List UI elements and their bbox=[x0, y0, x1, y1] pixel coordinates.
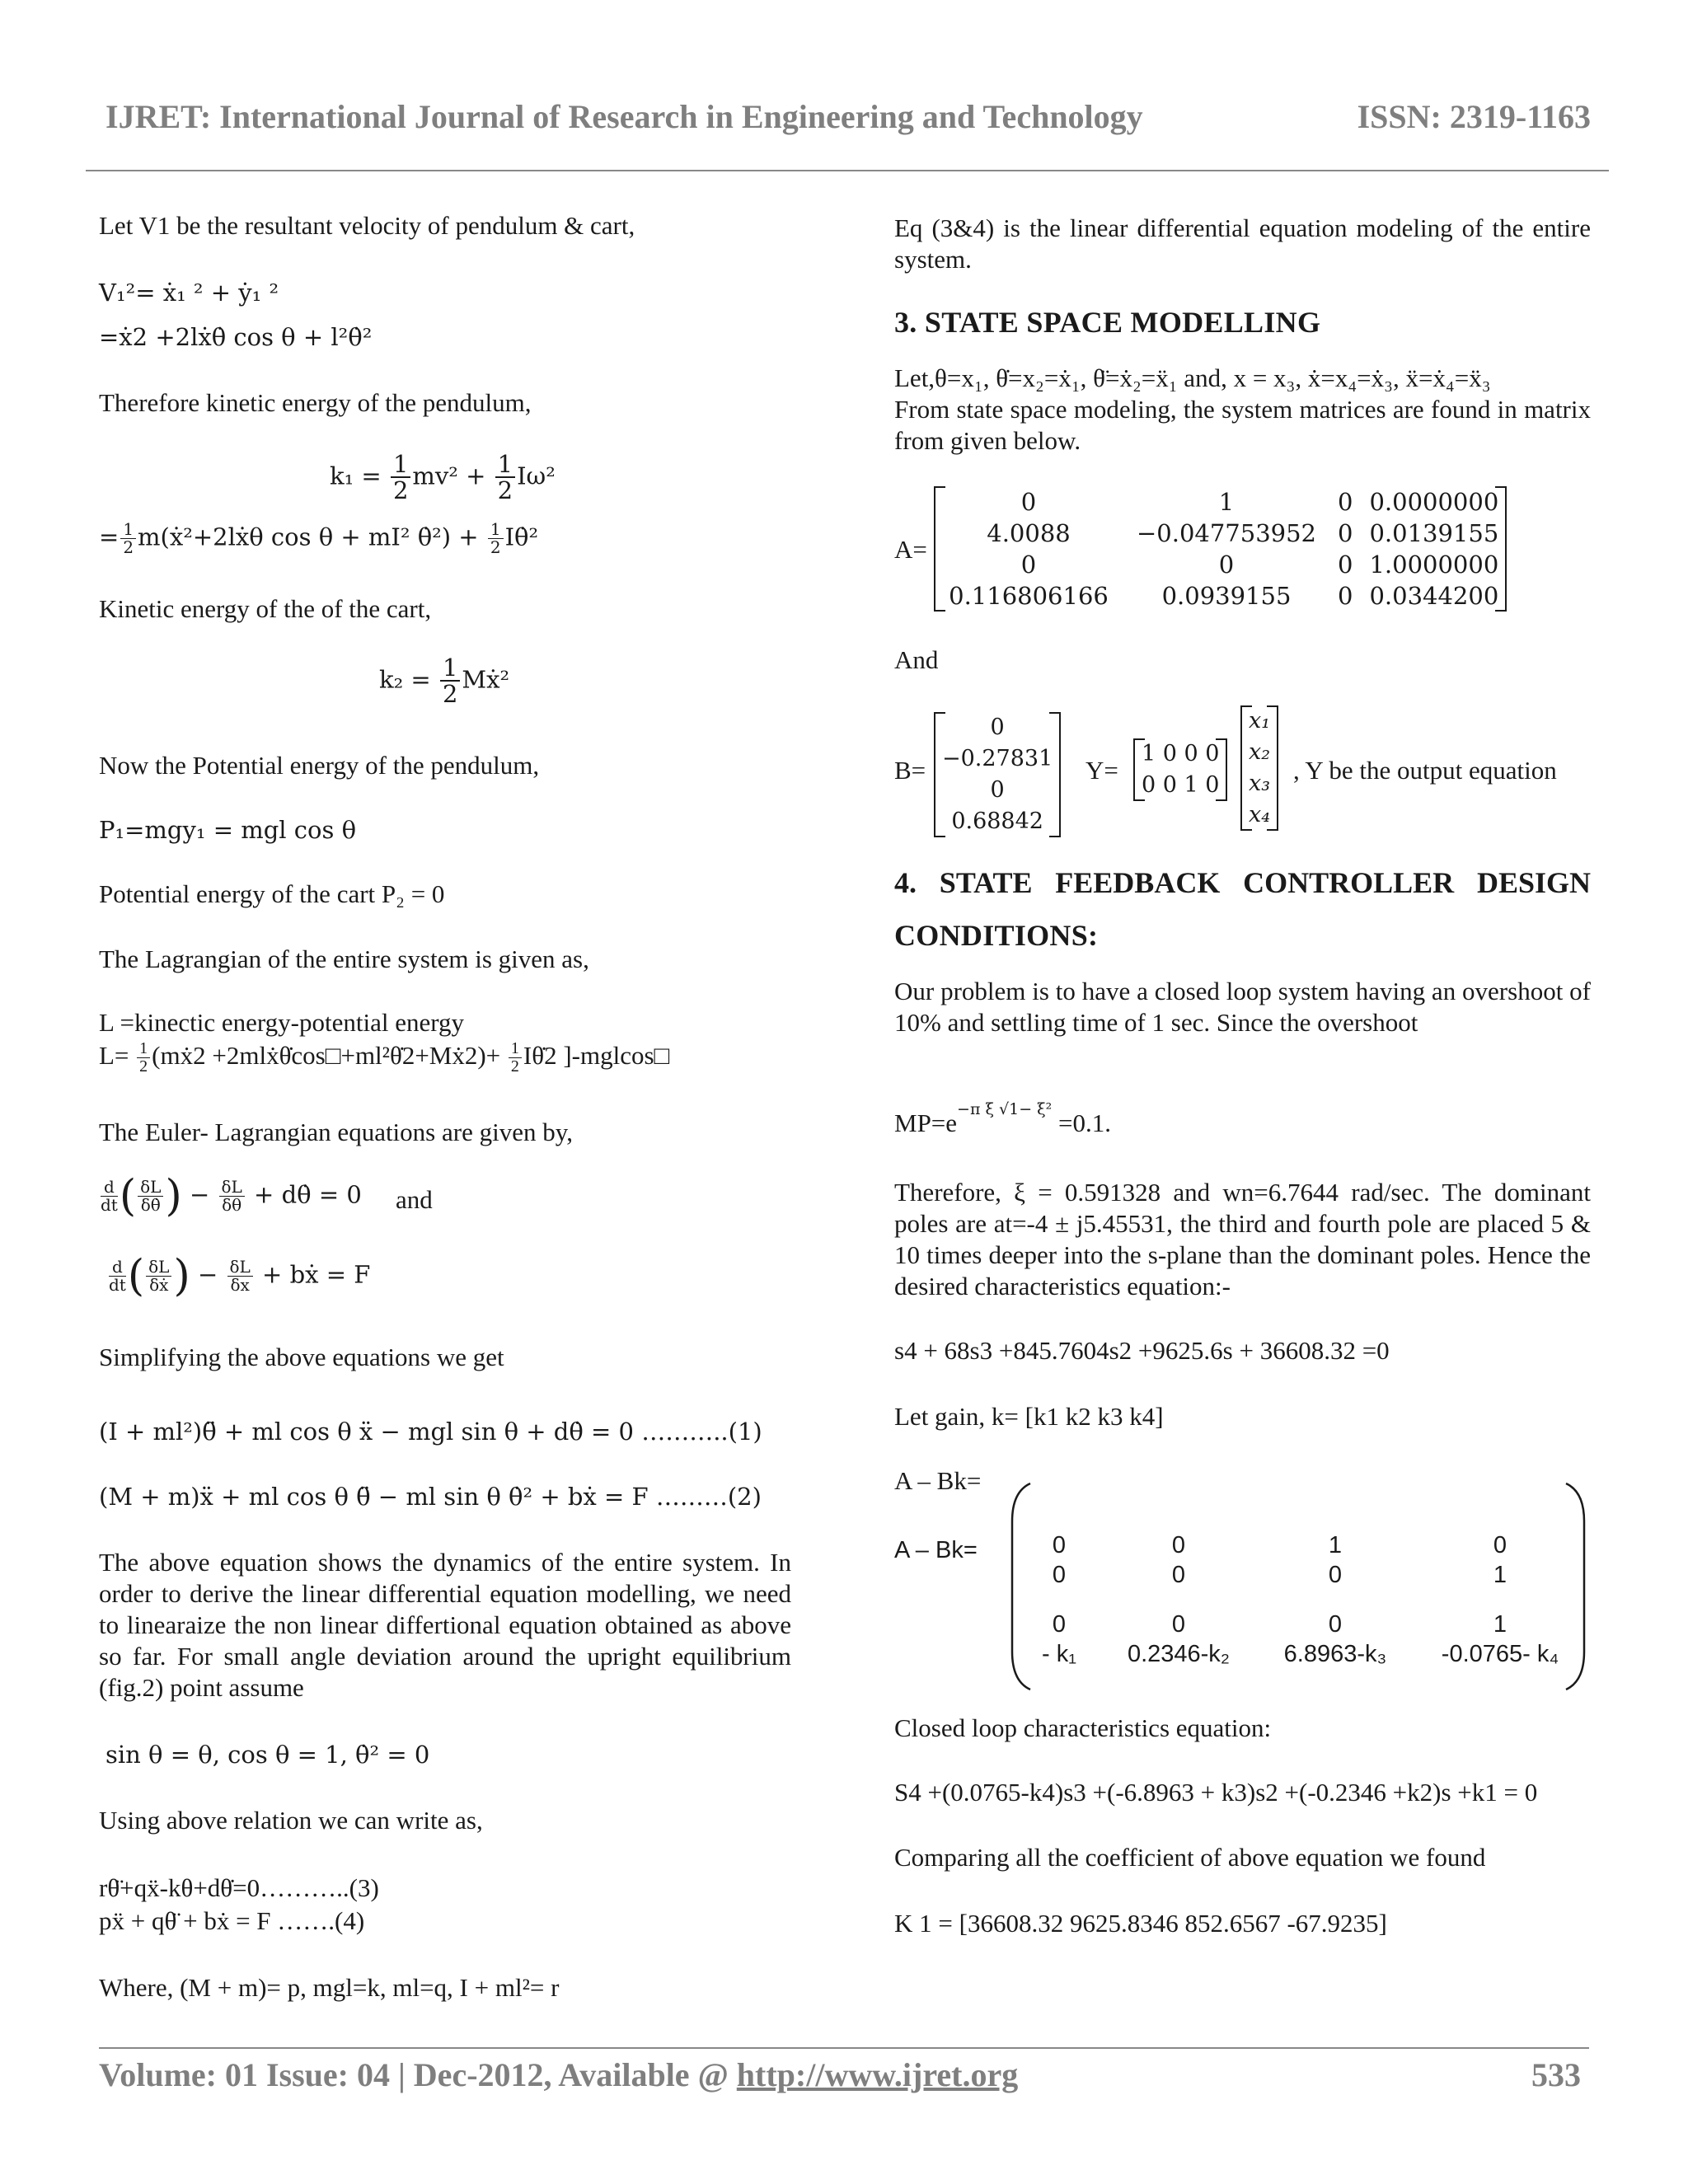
paragraph: The above equation shows the dynamics of the entire system. In order to derive the linear differential equation modelling, we need to linearaize the non linear differtional equation obtained as above so far. For small angle deviation around the upright equilibrium (fig.2) point assume bbox=[99, 1548, 791, 1702]
equation-part: Iθ̇² bbox=[504, 523, 539, 551]
paragraph: Potential energy of the cart P₂ = 0 bbox=[99, 879, 445, 908]
matrix-cell: 0 bbox=[1052, 1611, 1067, 1638]
fraction bbox=[509, 1040, 522, 1076]
abk-label: A – Bk= bbox=[894, 1466, 982, 1495]
denominator: δx bbox=[230, 1275, 250, 1295]
denominator: δθ̇ bbox=[140, 1195, 161, 1215]
matrix-cell: -0.0765- k₄ bbox=[1441, 1641, 1559, 1667]
journal-title: IJRET: International Journal of Research in Engineering and Technology bbox=[106, 98, 1143, 135]
matrix-cell: 1 bbox=[1493, 1611, 1507, 1638]
denominator: 2 bbox=[442, 680, 458, 709]
paragraph: Let V1 be the resultant velocity of pendulum & cart, bbox=[99, 211, 635, 240]
matrix-cell: 4.0088 bbox=[987, 519, 1071, 547]
fraction bbox=[227, 1258, 253, 1294]
numerator: d bbox=[109, 1258, 126, 1277]
exponent: −π ξ √1− ξ² bbox=[957, 1099, 1053, 1118]
paragraph: Simplifying the above equations we get bbox=[99, 1343, 504, 1371]
equation-1: (I + ml²)θ̈ + ml cos θ ẍ − mgl sin θ + dθ̇ = 0 ………..(1) bbox=[99, 1418, 762, 1446]
equation-part: + dθ̇ = 0 bbox=[246, 1180, 362, 1209]
matrix-cell: 0 bbox=[1493, 1532, 1507, 1558]
matrix-row bbox=[934, 549, 1507, 580]
denominator: δθ bbox=[222, 1195, 242, 1215]
matrix-cell: 0 bbox=[1020, 488, 1037, 516]
fraction bbox=[488, 521, 504, 556]
matrix-cell: 0 bbox=[1171, 1611, 1186, 1638]
equation-part: mv² + bbox=[412, 462, 494, 490]
state-vector bbox=[1240, 705, 1278, 831]
state-definition: Let,θ=x₁, θ̇=x₂=ẋ₁, θ̈=ẋ₂=ẍ₁ and, x = x₃, ẋ=x₄=ẋ₃, ẍ=ẋ₄=ẍ₃ bbox=[894, 363, 1491, 392]
equation-part: k₁ = bbox=[330, 462, 389, 490]
equation: P₁=mgy₁ = mgl cos θ bbox=[99, 816, 357, 844]
characteristic-equation: s4 + 68s3 +845.7604s2 +9625.6s + 36608.32 =0 bbox=[894, 1336, 1390, 1365]
denominator: 2 bbox=[392, 476, 409, 505]
matrix-cell: 1 0 0 0 bbox=[1142, 741, 1220, 766]
closed-loop-equation: S4 +(0.0765-k4)s3 +(-6.8963 + k3)s2 +(-0.2346 +k2)s +k1 = 0 bbox=[894, 1778, 1538, 1807]
matrix-cell: 0 bbox=[1218, 551, 1235, 579]
equation-part: =0.1. bbox=[1052, 1108, 1111, 1137]
matrix-row bbox=[934, 806, 1061, 837]
matrix-cell: 0.0344200 bbox=[1369, 582, 1499, 610]
fraction bbox=[138, 1179, 163, 1214]
matrix-cell: 0 bbox=[1328, 1611, 1343, 1638]
matrix-abk bbox=[1006, 1472, 1591, 1701]
fraction bbox=[146, 1258, 171, 1294]
footer-volume-text: Volume: 01 Issue: 04 | Dec-2012, Available @ bbox=[99, 2056, 737, 2093]
matrix-row bbox=[934, 775, 1061, 806]
equation-part: Iθ̇2 ]-mglcos□ bbox=[523, 1041, 670, 1070]
equation-part: m(ẋ²+2lẋθ cos θ + mI² θ̇²) + bbox=[138, 523, 486, 551]
equation-overshoot bbox=[894, 1099, 1111, 1139]
equation-part: L= bbox=[99, 1041, 136, 1070]
numerator: δL bbox=[138, 1179, 163, 1197]
matrix-b-label: B= bbox=[894, 756, 926, 785]
numerator: δL bbox=[146, 1258, 171, 1277]
matrix-cell: 0 bbox=[1052, 1562, 1067, 1588]
bracket bbox=[1240, 705, 1252, 831]
matrix-cell: 0 0 1 0 bbox=[1142, 772, 1220, 798]
abk-label: A – Bk= bbox=[894, 1537, 978, 1563]
matrix-cell: 1.0000000 bbox=[1369, 551, 1499, 579]
paragraph: Using above relation we can write as, bbox=[99, 1806, 483, 1835]
footer-link[interactable]: http://www.ijret.org bbox=[736, 2056, 1019, 2093]
equation-k1 bbox=[330, 452, 556, 504]
matrix-cell: 0 bbox=[1338, 582, 1353, 610]
paragraph: From state space modeling, the system matrices are found in matrix from given below. bbox=[894, 395, 1591, 455]
equation-4: pẍ + qθ̈ + bẋ = F …….(4) bbox=[99, 1906, 365, 1935]
matrix-cell: 6.8963-k₃ bbox=[1283, 1641, 1387, 1667]
equation-part: + bẋ = F bbox=[254, 1260, 371, 1289]
footer-volume bbox=[99, 2055, 1018, 2094]
gain-result: K 1 = [36608.32 9625.8346 852.6567 -67.9235] bbox=[894, 1909, 1387, 1938]
matrix-cell: 0 bbox=[1171, 1532, 1186, 1558]
paragraph: Comparing all the coefficient of above equation we found bbox=[894, 1843, 1486, 1872]
fraction bbox=[440, 655, 460, 707]
matrix-body bbox=[1006, 1530, 1591, 1668]
matrix-row bbox=[1133, 770, 1227, 801]
fraction bbox=[391, 452, 410, 504]
numerator: 1 bbox=[137, 1040, 150, 1058]
numerator: 1 bbox=[120, 521, 136, 539]
matrix-cell: 0 bbox=[990, 715, 1005, 740]
matrix-row bbox=[1006, 1609, 1591, 1638]
fraction bbox=[219, 1179, 245, 1214]
numerator: 1 bbox=[495, 452, 515, 478]
matrix-cell: 0.68842 bbox=[951, 808, 1043, 834]
conjunction: and bbox=[396, 1185, 433, 1214]
section-heading-cont: CONDITIONS: bbox=[894, 919, 1099, 952]
equation-part: − bbox=[190, 1260, 226, 1289]
denominator: dt bbox=[101, 1195, 118, 1215]
section-heading: 4. STATE FEEDBACK CONTROLLER DESIGN bbox=[894, 866, 1591, 899]
matrix-cell: x₄ bbox=[1249, 802, 1271, 827]
euler-equation-2: $\frac{d}{dt}$ ( $\frac{\delta L}{\text{δẋ}}$ ) − $\frac{\delta L}{\delta x}$ + bẋ = F bbox=[109, 1251, 371, 1301]
matrix-cell: 0 bbox=[1171, 1562, 1186, 1588]
equation: V₁²= ẋ₁ ² + ẏ₁ ² bbox=[99, 279, 279, 307]
matrix-cell: 0 bbox=[1338, 488, 1353, 516]
equation-k2 bbox=[379, 655, 509, 707]
numerator: 1 bbox=[509, 1040, 522, 1058]
fraction bbox=[120, 521, 136, 556]
denominator: δẋ bbox=[149, 1275, 169, 1295]
numerator: 1 bbox=[391, 452, 410, 478]
euler-equation-1: $\frac{d}{dt}$ ( $\frac{\delta L}{\delta\thetȧ}$ ) − $\frac{\delta L}{\delta\theta}$ + dθ̇ = 0 bbox=[101, 1171, 362, 1221]
matrix-a-label: A= bbox=[894, 535, 927, 564]
gain-definition: Let gain, k= [k1 k2 k3 k4] bbox=[894, 1402, 1164, 1431]
numerator: δL bbox=[219, 1179, 245, 1197]
matrix-row bbox=[934, 712, 1061, 743]
paragraph: Our problem is to have a closed loop system having an overshoot of 10% and settling time of 1 sec. Since the overshoot bbox=[894, 977, 1591, 1037]
matrix-cell: 0 bbox=[1020, 551, 1037, 579]
matrix-cell: 0 bbox=[1328, 1562, 1343, 1588]
header-divider bbox=[86, 170, 1609, 171]
paragraph: Where, (M + m)= p, mgl=k, ml=q, I + ml²= r bbox=[99, 1973, 560, 2002]
paragraph: And bbox=[894, 645, 939, 674]
matrix-b bbox=[934, 712, 1061, 837]
matrix-cell: 0 bbox=[1338, 551, 1353, 579]
matrix-row bbox=[934, 518, 1507, 549]
denominator: 2 bbox=[510, 1057, 519, 1076]
matrix-row bbox=[934, 580, 1507, 612]
equation-k1-expanded: = $\frac{1}{2}$ m(ẋ²+2lẋθ cos θ + mI² θ̇²) + $\frac{1}{2}$ Iθ̇² bbox=[99, 519, 539, 557]
matrix-row bbox=[934, 486, 1507, 518]
denominator: 2 bbox=[490, 537, 501, 557]
paragraph: Now the Potential energy of the pendulum, bbox=[99, 751, 540, 780]
fraction bbox=[101, 1179, 118, 1214]
matrix-cell: x₃ bbox=[1249, 771, 1271, 796]
equation-part: (mẋ2 +2mlẋθ̇cos□+ml²θ̇2+Mẋ2)+ bbox=[152, 1041, 507, 1070]
equation-2: (M + m)ẍ + ml cos θ θ̈ − ml sin θ θ̇² + bẋ = F ………(2) bbox=[99, 1483, 762, 1511]
issn: ISSN: 2319-1163 bbox=[1357, 98, 1591, 135]
bracket bbox=[934, 712, 945, 837]
matrix-y-label: Y= bbox=[1085, 756, 1118, 785]
equation-3: rθ̈+qẍ-kθ+dθ̇=0………..(3) bbox=[99, 1873, 379, 1902]
denominator: 2 bbox=[123, 537, 134, 557]
fraction bbox=[109, 1258, 126, 1294]
denominator: dt bbox=[109, 1275, 126, 1295]
matrix-cell: −0.27831 bbox=[942, 746, 1053, 771]
matrix-cell: 1 bbox=[1328, 1532, 1343, 1558]
equation-part: Mẋ² bbox=[462, 665, 510, 694]
equation-part: MP=e bbox=[894, 1108, 958, 1137]
paragraph: The Euler- Lagrangian equations are given by, bbox=[99, 1118, 573, 1146]
paragraph: Therefore kinetic energy of the pendulum, bbox=[99, 388, 532, 417]
section-heading: 3. STATE SPACE MODELLING bbox=[894, 306, 1321, 339]
bracket bbox=[1267, 705, 1278, 831]
paragraph: The Lagrangian of the entire system is given as, bbox=[99, 944, 589, 973]
matrix-cell: 0.0000000 bbox=[1369, 488, 1499, 516]
bracket bbox=[934, 486, 945, 612]
matrix-cell: 0 bbox=[1052, 1532, 1067, 1558]
equation-part: − bbox=[181, 1180, 218, 1209]
equation-part: k₂ = bbox=[379, 665, 438, 694]
matrix-cell: - k₁ bbox=[1042, 1641, 1076, 1667]
paragraph: Eq (3&4) is the linear differential equation modeling of the entire system. bbox=[894, 213, 1591, 274]
denominator: 2 bbox=[139, 1057, 148, 1076]
fraction bbox=[495, 452, 515, 504]
fraction bbox=[137, 1040, 150, 1076]
equation-part: Iω² bbox=[517, 462, 556, 490]
matrix-cell: x₁ bbox=[1249, 708, 1271, 733]
bracket bbox=[1216, 738, 1227, 801]
numerator: 1 bbox=[440, 655, 460, 682]
matrix-cell: −0.047753952 bbox=[1136, 519, 1317, 547]
matrix-cell: 1 bbox=[1493, 1562, 1507, 1588]
denominator: 2 bbox=[497, 476, 513, 505]
matrix-cell: 0.0139155 bbox=[1369, 519, 1499, 547]
paragraph: Closed loop characteristics equation: bbox=[894, 1713, 1272, 1742]
paragraph: Therefore, ξ = 0.591328 and wn=6.7644 rad/sec. The dominant poles are at=-4 ± j5.45531, the third and fourth pole are placed 5 & 10 times deeper into the s-plane than the dominant poles. Hence the desired characteristics equation:- bbox=[894, 1178, 1591, 1301]
matrix-cell: 1 bbox=[1218, 488, 1235, 516]
numerator: d bbox=[101, 1179, 118, 1197]
bracket bbox=[1133, 738, 1145, 801]
footer-divider bbox=[99, 2047, 1589, 2049]
paragraph: Kinetic energy of the of the cart, bbox=[99, 594, 432, 623]
matrix-cell: 0.2346-k₂ bbox=[1127, 1641, 1231, 1667]
matrix-y bbox=[1133, 738, 1227, 801]
numerator: 1 bbox=[488, 521, 504, 539]
numerator: δL bbox=[227, 1258, 253, 1277]
matrix-row bbox=[934, 743, 1061, 775]
equation: =ẋ2 +2lẋθ̇ cos θ + l²θ̇² bbox=[99, 323, 373, 351]
matrix-cell: 0.116806166 bbox=[949, 582, 1109, 610]
matrix-row bbox=[1133, 738, 1227, 770]
equation: L =kinectic energy-potential energy bbox=[99, 1008, 464, 1037]
output-equation-note: , Y be the output equation bbox=[1293, 756, 1557, 785]
matrix-cell: 0 bbox=[990, 777, 1005, 803]
matrix-cell: 0.0939155 bbox=[1161, 582, 1292, 610]
matrix-cell: x₂ bbox=[1249, 739, 1271, 765]
matrix-row bbox=[1006, 1638, 1591, 1668]
page-number: 533 bbox=[1531, 2056, 1581, 2093]
equation-assumption: sin θ = θ, cos θ = 1, θ̇² = 0 bbox=[106, 1741, 430, 1769]
matrix-cell: 0 bbox=[1338, 519, 1353, 547]
matrix-row bbox=[1006, 1530, 1591, 1559]
equation-lagrangian bbox=[99, 1040, 669, 1076]
matrix-row bbox=[1006, 1559, 1591, 1609]
bracket bbox=[1049, 712, 1061, 837]
bracket bbox=[1495, 486, 1507, 612]
matrix-a bbox=[934, 486, 1507, 612]
